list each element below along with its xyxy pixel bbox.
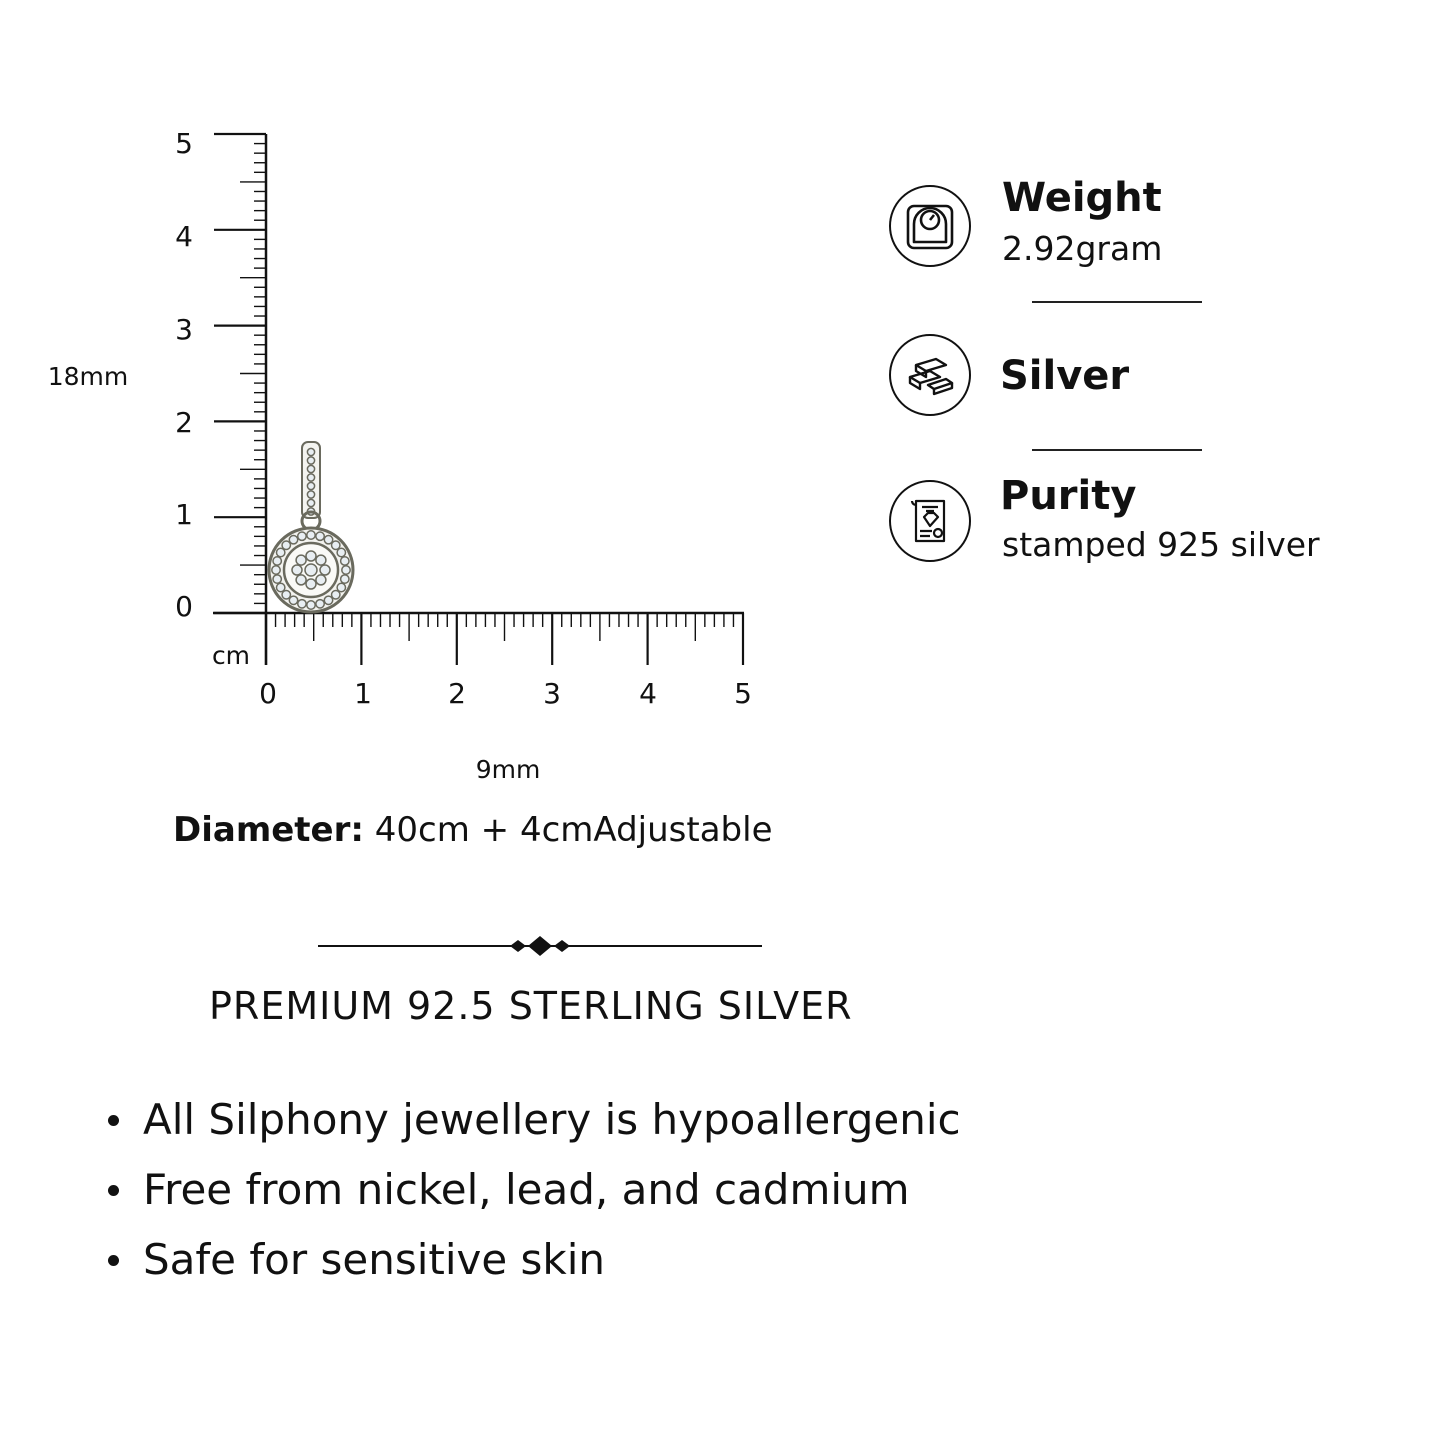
weighing-scale-icon [889, 185, 971, 267]
stone [332, 541, 340, 549]
stone [307, 465, 314, 472]
stone [341, 557, 349, 565]
v-tick-5: 5 [175, 127, 193, 160]
stone [316, 600, 324, 608]
benefits-list [100, 1085, 961, 1295]
stone [282, 541, 290, 549]
stone [306, 579, 316, 589]
stone [307, 601, 315, 609]
stone [307, 499, 314, 506]
stone [307, 531, 315, 539]
stone [307, 474, 314, 481]
stone [324, 596, 332, 604]
stone [306, 551, 316, 561]
v-tick-2: 2 [175, 406, 193, 439]
height-dimension: 18mm [47, 362, 129, 391]
stone [307, 482, 314, 489]
purity-title: Purity [1000, 473, 1137, 519]
width-dimension: 9mm [475, 755, 541, 784]
bullet-icon [108, 1185, 119, 1196]
stone [316, 555, 326, 565]
stone [307, 457, 314, 464]
horizontal-tick-labels [259, 677, 752, 710]
h-tick-0: 0 [259, 677, 277, 710]
stone [337, 583, 345, 591]
silver-title: Silver [1000, 353, 1130, 399]
h-tick-3: 3 [543, 677, 561, 710]
stone [273, 557, 281, 565]
stone [342, 566, 350, 574]
stone [305, 564, 317, 576]
spec-divider [1032, 301, 1202, 303]
stone [292, 565, 302, 575]
diameter-info [173, 810, 772, 850]
benefit-text: Safe for sensitive skin [143, 1235, 606, 1284]
h-tick-1: 1 [354, 677, 372, 710]
unit-label: cm [211, 641, 251, 670]
h-tick-4: 4 [639, 677, 657, 710]
stone [276, 548, 284, 556]
list-item [100, 1225, 961, 1295]
stone [296, 575, 306, 585]
benefit-text: All Silphony jewellery is hypoallergenic [143, 1095, 961, 1144]
stone [324, 535, 332, 543]
v-tick-1: 1 [175, 498, 193, 531]
vertical-tick-labels [175, 127, 193, 623]
stone [307, 448, 314, 455]
premium-heading: PREMIUM 92.5 STERLING SILVER [209, 984, 853, 1028]
pendant-image [269, 442, 353, 612]
h-tick-2: 2 [448, 677, 466, 710]
stone [296, 555, 306, 565]
spec-divider [1032, 449, 1202, 451]
stone [332, 591, 340, 599]
v-tick-4: 4 [175, 220, 193, 253]
diameter-label: Diameter: [173, 810, 364, 850]
stone [341, 575, 349, 583]
v-tick-0: 0 [175, 590, 193, 623]
stone [272, 566, 280, 574]
stone [273, 575, 281, 583]
stone [298, 532, 306, 540]
stone [316, 575, 326, 585]
list-item [100, 1085, 961, 1155]
stone [298, 600, 306, 608]
weight-value: 2.92gram [1002, 229, 1163, 268]
h-tick-5: 5 [734, 677, 752, 710]
stone [320, 565, 330, 575]
silver-bars-icon [889, 334, 971, 416]
weight-title: Weight [1002, 175, 1162, 221]
stone [289, 535, 297, 543]
decorative-divider [318, 934, 762, 958]
bullet-icon [108, 1255, 119, 1266]
stone [282, 591, 290, 599]
v-tick-3: 3 [175, 313, 193, 346]
stone [316, 532, 324, 540]
bullet-icon [108, 1115, 119, 1126]
stone [337, 548, 345, 556]
certificate-icon [889, 480, 971, 562]
list-item [100, 1155, 961, 1225]
diameter-value: 40cm + 4cmAdjustable [363, 810, 773, 850]
stone [289, 596, 297, 604]
purity-value: stamped 925 silver [1002, 525, 1320, 564]
stone [276, 583, 284, 591]
stone [307, 491, 314, 498]
benefit-text: Free from nickel, lead, and cadmium [143, 1165, 910, 1214]
